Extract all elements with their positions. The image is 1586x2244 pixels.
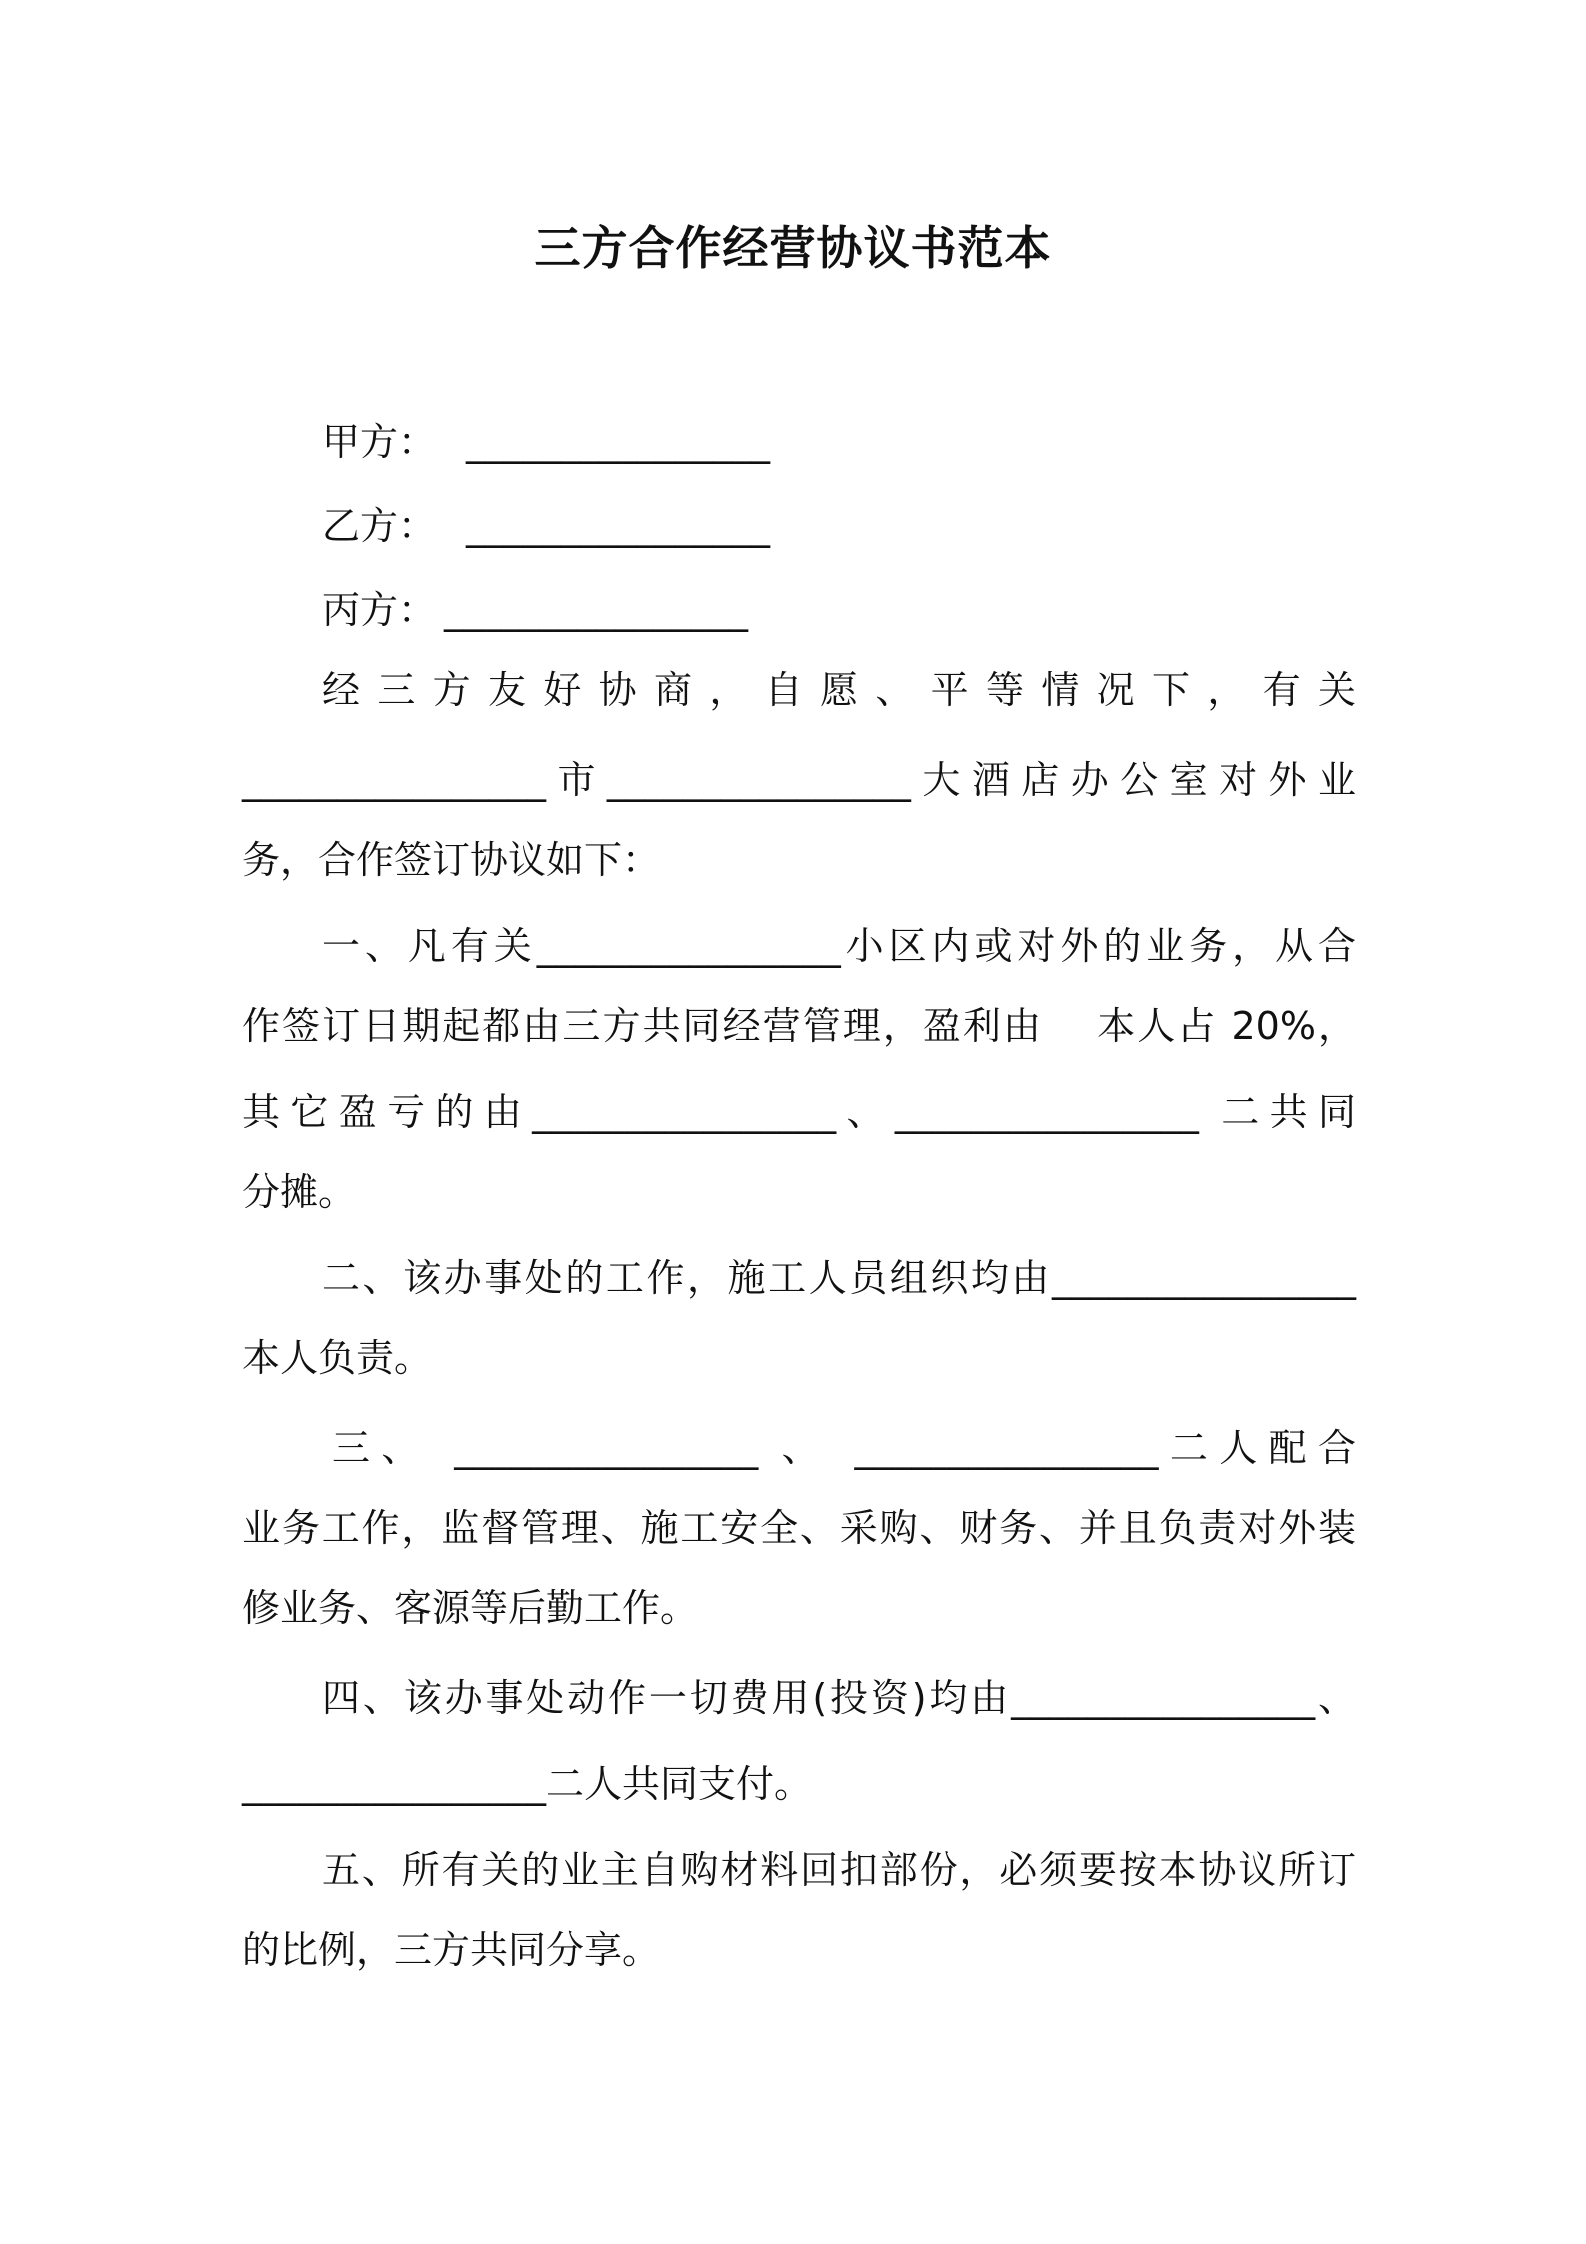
clause-1-line-1: 一、凡有关________________小区内或对外的业务，从合	[322, 924, 1356, 968]
clause-5-line-1: 五、所有关的业主自购材料回扣部份，必须要按本协议所订	[322, 1848, 1356, 1892]
clause-2-line-1: 二、该办事处的工作，施工人员组织均由________________	[322, 1256, 1356, 1300]
clause-5-line-2: 的比例，三方共同分享。	[242, 1928, 661, 1972]
clause-3-line-1: 三、 ________________ 、 ________________二人配合	[332, 1426, 1356, 1470]
clause-1-line-3: 其它盈亏的由________________、________________ 二共同	[242, 1090, 1356, 1134]
clause-1-line-4: 分摊。	[242, 1170, 357, 1214]
party-a-label: 甲方：	[322, 420, 437, 464]
clause-4-line-2: ________________二人共同支付。	[242, 1762, 813, 1806]
clause-2-line-2: 本人负责。	[242, 1336, 433, 1380]
party-b-line	[322, 498, 770, 554]
clause-3-line-3: 修业务、客源等后勤工作。	[242, 1586, 699, 1630]
clause-1-line-2: 作签订日期起都由三方共同经营管理，盈利由 本人占 20%，	[242, 1004, 1356, 1048]
party-b-label: 乙方：	[322, 504, 437, 548]
party-c-line	[322, 582, 748, 638]
party-c-label: 丙方：	[322, 588, 437, 632]
document-title: 三方合作经营协议书范本	[534, 221, 1052, 275]
party-c-blank: ________________	[444, 588, 748, 632]
clause-3-line-2: 业务工作，监督管理、施工安全、采购、财务、并且负责对外装	[242, 1506, 1356, 1550]
party-a-line	[322, 414, 770, 470]
party-b-blank: ________________	[466, 504, 770, 548]
party-a-blank: ________________	[466, 420, 770, 464]
intro-line-1: 经 三 方 友 好 协 商 ， 自 愿 、 平 等 情 况 下 ， 有 关	[322, 668, 1356, 712]
clause-4-line-1: 四、该办事处动作一切费用(投资)均由________________、	[322, 1676, 1356, 1720]
intro-line-3: 务，合作签订协议如下：	[242, 838, 661, 882]
intro-line-2: ________________市________________大酒店办公室对外业	[242, 758, 1356, 802]
